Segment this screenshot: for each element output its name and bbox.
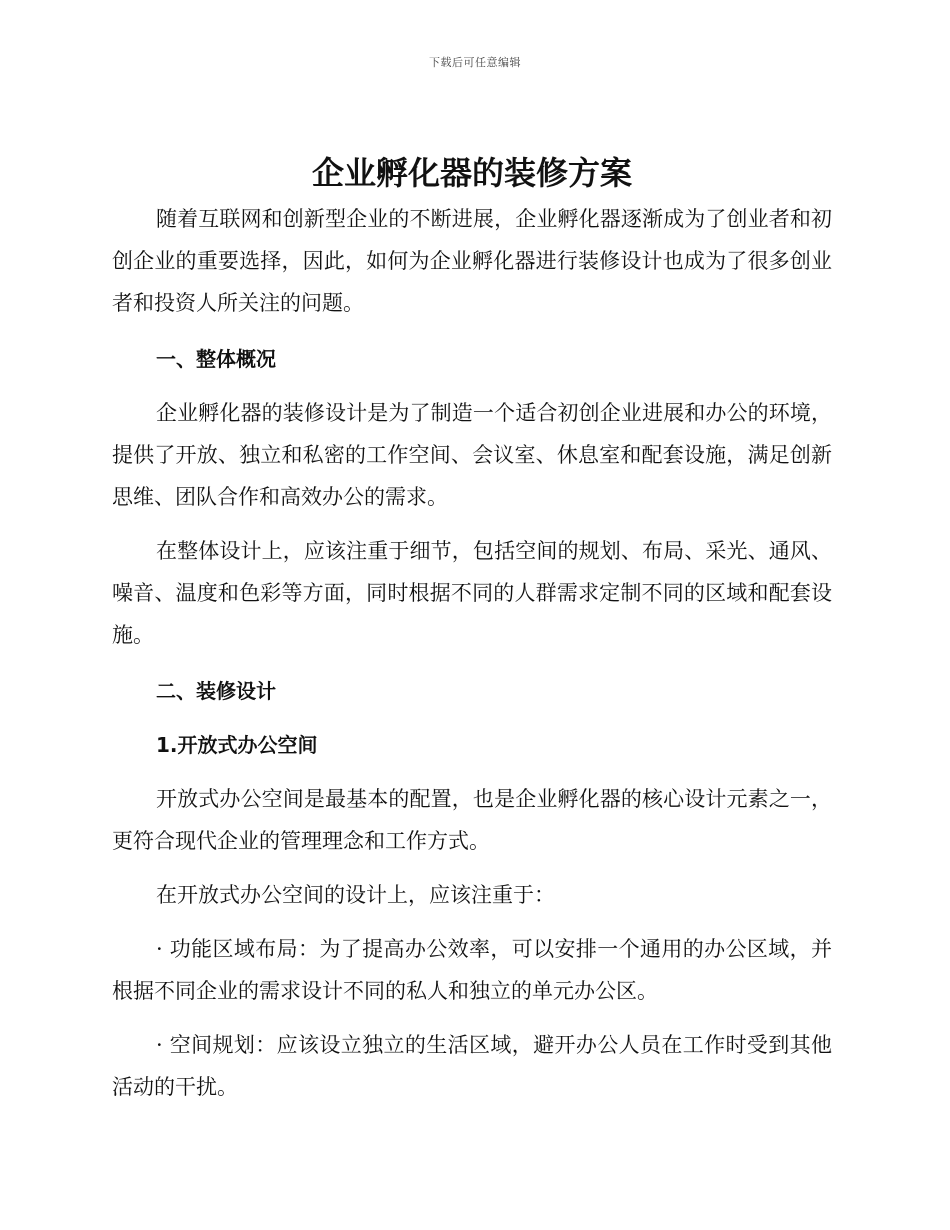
subsection-heading-open-office: 1.开放式办公空间 (156, 733, 318, 757)
bullet-item-layout: · 功能区域布局：为了提高办公效率，可以安排一个通用的办公区域，并根据不同企业的需求设计不同的私人和独立的单元办公区。 (112, 937, 832, 1003)
open-office-paragraph-2: 在开放式办公空间的设计上，应该注重于： (156, 883, 555, 907)
intro-paragraph: 随着互联网和创新型企业的不断进展，企业孵化器逐渐成为了创业者和初创企业的重要选择，因此，如何为企业孵化器进行装修设计也成为了很多创业者和投资人所关注的问题。 (112, 207, 832, 315)
document-title: 企业孵化器的装修方案 (311, 154, 632, 192)
document-body (112, 148, 832, 1108)
overview-paragraph-2: 在整体设计上，应该注重于细节，包括空间的规划、布局、采光、通风、噪音、温度和色彩等方面，同时根据不同的人群需求定制不同的区域和配套设施。 (112, 539, 832, 647)
bullet-item-planning: · 空间规划：应该设立独立的生活区域，避开办公人员在工作时受到其他活动的干扰。 (112, 1033, 832, 1099)
overview-paragraph-1: 企业孵化器的装修设计是为了制造一个适合初创企业进展和办公的环境，提供了开放、独立和私密的工作空间、会议室、休息室和配套设施，满足创新思维、团队合作和高效办公的需求。 (112, 401, 832, 509)
page-header-note: 下载后可任意编辑 (429, 56, 521, 69)
section-heading-overview: 一、整体概况 (156, 347, 276, 371)
section-heading-design: 二、装修设计 (156, 679, 276, 703)
open-office-paragraph-1: 开放式办公空间是最基本的配置，也是企业孵化器的核心设计元素之一，更符合现代企业的管理理念和工作方式。 (112, 787, 832, 853)
